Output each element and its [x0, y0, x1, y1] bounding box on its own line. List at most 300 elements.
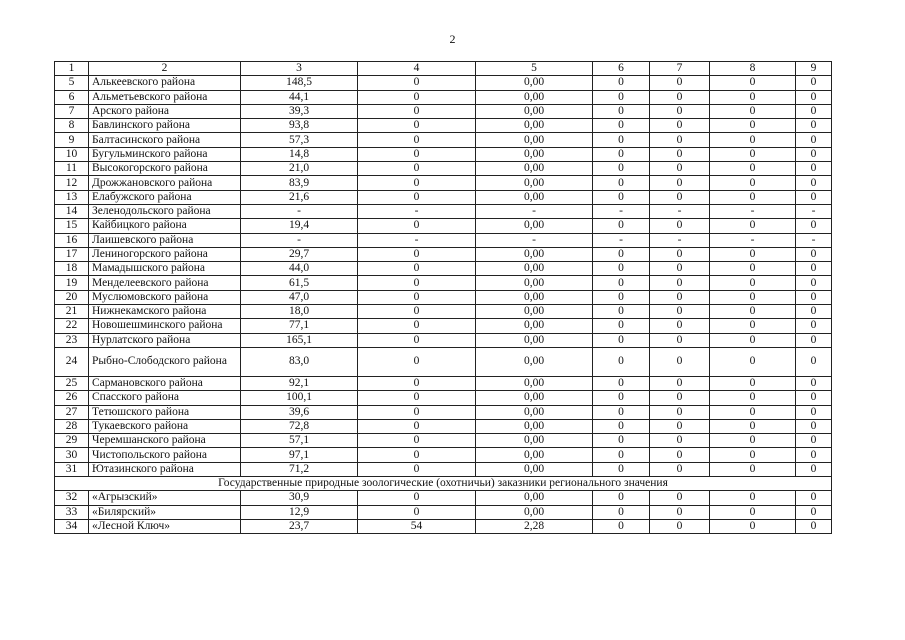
cell-row-number: 20	[55, 290, 89, 304]
cell-row-number: 30	[55, 448, 89, 462]
cell-col-4: 4	[358, 62, 476, 76]
cell-col-9: 0	[796, 147, 832, 161]
cell-col-8: 0	[710, 190, 796, 204]
cell-col-8: 0	[710, 319, 796, 333]
cell-col-6: 0	[593, 347, 650, 376]
cell-col-4: 0	[358, 219, 476, 233]
cell-col-9: -	[796, 233, 832, 247]
cell-row-number: 9	[55, 133, 89, 147]
cell-col-5: 0,00	[476, 262, 593, 276]
cell-col-9: 0	[796, 347, 832, 376]
cell-col-3: 72,8	[241, 419, 358, 433]
table-row	[55, 347, 832, 376]
cell-col-6: 0	[593, 176, 650, 190]
cell-col-3: 30,9	[241, 491, 358, 505]
cell-col-8: 0	[710, 519, 796, 533]
cell-col-7: 0	[650, 290, 710, 304]
table-row	[55, 247, 832, 261]
cell-col-4: -	[358, 233, 476, 247]
cell-col-6: 0	[593, 133, 650, 147]
cell-col-9: 0	[796, 376, 832, 390]
cell-col-9: 0	[796, 405, 832, 419]
cell-col-8: -	[710, 233, 796, 247]
cell-col-4: 0	[358, 147, 476, 161]
cell-col-6: 6	[593, 62, 650, 76]
cell-col-6: 0	[593, 391, 650, 405]
section-title: Государственные природные зоологические (охотничьи) заказники регионального значения	[55, 477, 832, 491]
cell-district-name: Сармановского района	[89, 376, 241, 390]
cell-district-name: Менделеевского района	[89, 276, 241, 290]
section-row	[55, 477, 832, 491]
cell-col-5: 0,00	[476, 333, 593, 347]
cell-district-name: Альметьевского района	[89, 90, 241, 104]
table-row	[55, 333, 832, 347]
cell-col-9: 0	[796, 104, 832, 118]
cell-col-8: 0	[710, 448, 796, 462]
cell-col-7: 0	[650, 347, 710, 376]
cell-col-7: 0	[650, 190, 710, 204]
cell-col-9: 0	[796, 219, 832, 233]
cell-district-name: «Билярский»	[89, 505, 241, 519]
cell-col-8: 0	[710, 376, 796, 390]
cell-row-number: 25	[55, 376, 89, 390]
table-row	[55, 176, 832, 190]
cell-district-name: 2	[89, 62, 241, 76]
cell-district-name: Балтасинского района	[89, 133, 241, 147]
cell-col-5: -	[476, 233, 593, 247]
cell-col-3: 71,2	[241, 462, 358, 476]
cell-col-3: 39,3	[241, 104, 358, 118]
cell-col-6: 0	[593, 162, 650, 176]
cell-district-name: Новошешминского района	[89, 319, 241, 333]
cell-col-3: 18,0	[241, 305, 358, 319]
cell-row-number: 6	[55, 90, 89, 104]
cell-col-6: 0	[593, 376, 650, 390]
cell-col-3: 14,8	[241, 147, 358, 161]
cell-district-name: Ютазинского района	[89, 462, 241, 476]
cell-col-8: 8	[710, 62, 796, 76]
cell-col-7: -	[650, 233, 710, 247]
cell-col-6: -	[593, 204, 650, 218]
cell-col-5: 0,00	[476, 147, 593, 161]
cell-col-9: 0	[796, 319, 832, 333]
cell-col-9: 9	[796, 62, 832, 76]
cell-row-number: 26	[55, 391, 89, 405]
cell-col-8: 0	[710, 176, 796, 190]
cell-col-3: 12,9	[241, 505, 358, 519]
cell-col-4: 0	[358, 162, 476, 176]
cell-col-5: 0,00	[476, 133, 593, 147]
cell-col-5: 0,00	[476, 319, 593, 333]
cell-col-6: 0	[593, 276, 650, 290]
cell-col-4: 0	[358, 448, 476, 462]
cell-col-8: -	[710, 204, 796, 218]
cell-col-4: 0	[358, 405, 476, 419]
cell-col-9: 0	[796, 190, 832, 204]
cell-col-8: 0	[710, 219, 796, 233]
cell-col-3: 165,1	[241, 333, 358, 347]
table-row	[55, 104, 832, 118]
cell-col-7: 0	[650, 505, 710, 519]
cell-col-6: 0	[593, 76, 650, 90]
cell-col-9: 0	[796, 176, 832, 190]
cell-col-5: 0,00	[476, 247, 593, 261]
cell-col-7: 0	[650, 333, 710, 347]
cell-col-9: -	[796, 204, 832, 218]
cell-col-8: 0	[710, 491, 796, 505]
cell-col-7: 0	[650, 376, 710, 390]
cell-col-4: 0	[358, 491, 476, 505]
cell-district-name: «Лесной Ключ»	[89, 519, 241, 533]
cell-col-8: 0	[710, 305, 796, 319]
cell-col-4: 0	[358, 391, 476, 405]
cell-col-4: 0	[358, 76, 476, 90]
cell-col-8: 0	[710, 247, 796, 261]
cell-col-4: 0	[358, 176, 476, 190]
cell-col-3: 83,0	[241, 347, 358, 376]
cell-col-5: 0,00	[476, 462, 593, 476]
cell-col-8: 0	[710, 76, 796, 90]
cell-district-name: Бавлинского района	[89, 119, 241, 133]
cell-district-name: Нурлатского района	[89, 333, 241, 347]
cell-col-8: 0	[710, 333, 796, 347]
cell-col-9: 0	[796, 90, 832, 104]
cell-col-8: 0	[710, 462, 796, 476]
cell-col-4: 0	[358, 462, 476, 476]
cell-col-7: 0	[650, 219, 710, 233]
cell-col-8: 0	[710, 90, 796, 104]
table-row	[55, 505, 832, 519]
cell-col-9: 0	[796, 133, 832, 147]
cell-district-name: «Агрызский»	[89, 491, 241, 505]
cell-col-7: 0	[650, 133, 710, 147]
cell-col-6: 0	[593, 319, 650, 333]
cell-col-5: 0,00	[476, 505, 593, 519]
cell-col-4: 0	[358, 276, 476, 290]
cell-district-name: Бугульминского района	[89, 147, 241, 161]
cell-col-3: 92,1	[241, 376, 358, 390]
cell-col-5: 0,00	[476, 419, 593, 433]
cell-col-4: 0	[358, 104, 476, 118]
table-body	[55, 62, 832, 534]
cell-col-4: 0	[358, 333, 476, 347]
cell-col-9: 0	[796, 448, 832, 462]
cell-row-number: 27	[55, 405, 89, 419]
cell-col-7: 0	[650, 147, 710, 161]
cell-col-3: 47,0	[241, 290, 358, 304]
cell-row-number: 32	[55, 491, 89, 505]
cell-col-5: 0,00	[476, 290, 593, 304]
cell-row-number: 22	[55, 319, 89, 333]
cell-col-4: 0	[358, 190, 476, 204]
cell-col-3: 148,5	[241, 76, 358, 90]
cell-col-3: -	[241, 233, 358, 247]
cell-col-6: 0	[593, 462, 650, 476]
cell-col-4: 0	[358, 305, 476, 319]
cell-col-4: 0	[358, 505, 476, 519]
table-row	[55, 162, 832, 176]
cell-col-3: 83,9	[241, 176, 358, 190]
cell-col-5: 0,00	[476, 90, 593, 104]
cell-col-5: 0,00	[476, 491, 593, 505]
cell-col-5: 0,00	[476, 305, 593, 319]
cell-col-7: 0	[650, 419, 710, 433]
cell-col-8: 0	[710, 162, 796, 176]
cell-col-5: 0,00	[476, 76, 593, 90]
cell-col-4: 0	[358, 319, 476, 333]
table-row	[55, 405, 832, 419]
table-row	[55, 305, 832, 319]
cell-col-5: 0,00	[476, 276, 593, 290]
table-row	[55, 290, 832, 304]
cell-col-5: 2,28	[476, 519, 593, 533]
cell-col-3: 23,7	[241, 519, 358, 533]
cell-col-6: 0	[593, 519, 650, 533]
cell-col-3: -	[241, 204, 358, 218]
cell-district-name: Рыбно-Слободского района	[89, 347, 241, 376]
cell-col-7: 0	[650, 405, 710, 419]
cell-district-name: Черемшанского района	[89, 434, 241, 448]
cell-col-7: 0	[650, 391, 710, 405]
cell-col-5: 0,00	[476, 434, 593, 448]
cell-col-6: 0	[593, 305, 650, 319]
cell-col-6: 0	[593, 434, 650, 448]
cell-col-3: 61,5	[241, 276, 358, 290]
cell-row-number: 34	[55, 519, 89, 533]
cell-district-name: Алькеевского района	[89, 76, 241, 90]
cell-col-7: 0	[650, 305, 710, 319]
cell-row-number: 21	[55, 305, 89, 319]
cell-row-number: 23	[55, 333, 89, 347]
cell-col-4: 0	[358, 262, 476, 276]
cell-col-3: 21,0	[241, 162, 358, 176]
cell-col-7: 0	[650, 262, 710, 276]
cell-col-9: 0	[796, 391, 832, 405]
cell-col-5: 0,00	[476, 219, 593, 233]
cell-col-6: 0	[593, 247, 650, 261]
cell-col-3: 39,6	[241, 405, 358, 419]
cell-col-6: 0	[593, 147, 650, 161]
cell-district-name: Чистопольского района	[89, 448, 241, 462]
cell-col-7: 0	[650, 104, 710, 118]
cell-col-4: -	[358, 204, 476, 218]
cell-district-name: Тетюшского района	[89, 405, 241, 419]
table-row	[55, 190, 832, 204]
cell-district-name: Высокогорского района	[89, 162, 241, 176]
cell-row-number: 12	[55, 176, 89, 190]
cell-col-3: 29,7	[241, 247, 358, 261]
cell-col-6: 0	[593, 262, 650, 276]
cell-col-4: 0	[358, 90, 476, 104]
cell-district-name: Зеленодольского района	[89, 204, 241, 218]
table-row	[55, 119, 832, 133]
cell-district-name: Дрожжановского района	[89, 176, 241, 190]
cell-col-7: 0	[650, 491, 710, 505]
cell-col-5: 0,00	[476, 405, 593, 419]
cell-col-7: 0	[650, 519, 710, 533]
table-row	[55, 233, 832, 247]
cell-col-3: 21,6	[241, 190, 358, 204]
cell-district-name: Спасского района	[89, 391, 241, 405]
cell-col-6: 0	[593, 448, 650, 462]
cell-district-name: Арского района	[89, 104, 241, 118]
cell-col-9: 0	[796, 462, 832, 476]
cell-col-9: 0	[796, 276, 832, 290]
cell-col-6: -	[593, 233, 650, 247]
page-number: 2	[449, 32, 456, 46]
cell-col-8: 0	[710, 147, 796, 161]
cell-col-6: 0	[593, 219, 650, 233]
cell-col-6: 0	[593, 90, 650, 104]
cell-row-number: 17	[55, 247, 89, 261]
cell-col-7: 0	[650, 462, 710, 476]
data-table	[54, 61, 832, 534]
cell-col-5: 5	[476, 62, 593, 76]
cell-row-number: 10	[55, 147, 89, 161]
cell-col-9: 0	[796, 262, 832, 276]
cell-row-number: 24	[55, 347, 89, 376]
cell-col-6: 0	[593, 505, 650, 519]
cell-col-8: 0	[710, 419, 796, 433]
cell-row-number: 29	[55, 434, 89, 448]
cell-col-9: 0	[796, 162, 832, 176]
table-row	[55, 219, 832, 233]
table-row	[55, 147, 832, 161]
cell-col-4: 54	[358, 519, 476, 533]
cell-col-9: 0	[796, 434, 832, 448]
cell-row-number: 15	[55, 219, 89, 233]
cell-col-8: 0	[710, 347, 796, 376]
cell-col-9: 0	[796, 305, 832, 319]
cell-col-6: 0	[593, 333, 650, 347]
cell-col-3: 44,1	[241, 90, 358, 104]
cell-col-9: 0	[796, 419, 832, 433]
cell-col-4: 0	[358, 133, 476, 147]
cell-col-6: 0	[593, 119, 650, 133]
cell-row-number: 8	[55, 119, 89, 133]
cell-row-number: 5	[55, 76, 89, 90]
table-row	[55, 276, 832, 290]
cell-col-9: 0	[796, 247, 832, 261]
cell-col-4: 0	[358, 247, 476, 261]
cell-col-5: 0,00	[476, 391, 593, 405]
cell-col-9: 0	[796, 491, 832, 505]
table-row	[55, 262, 832, 276]
cell-col-8: 0	[710, 505, 796, 519]
cell-col-7: 7	[650, 62, 710, 76]
cell-col-7: 0	[650, 247, 710, 261]
cell-district-name: Муслюмовского района	[89, 290, 241, 304]
table-row	[55, 204, 832, 218]
cell-district-name: Тукаевского района	[89, 419, 241, 433]
cell-col-7: 0	[650, 319, 710, 333]
cell-col-6: 0	[593, 190, 650, 204]
cell-col-6: 0	[593, 419, 650, 433]
cell-row-number: 19	[55, 276, 89, 290]
cell-col-6: 0	[593, 405, 650, 419]
cell-col-4: 0	[358, 434, 476, 448]
cell-col-9: 0	[796, 519, 832, 533]
cell-col-7: 0	[650, 434, 710, 448]
cell-col-4: 0	[358, 290, 476, 304]
cell-col-5: 0,00	[476, 162, 593, 176]
table-row	[55, 391, 832, 405]
header-row	[55, 62, 832, 76]
cell-col-3: 57,1	[241, 434, 358, 448]
cell-row-number: 13	[55, 190, 89, 204]
table-row	[55, 462, 832, 476]
cell-row-number: 16	[55, 233, 89, 247]
cell-col-4: 0	[358, 119, 476, 133]
cell-col-5: 0,00	[476, 104, 593, 118]
cell-col-5: -	[476, 204, 593, 218]
cell-row-number: 14	[55, 204, 89, 218]
cell-district-name: Лаишевского района	[89, 233, 241, 247]
cell-col-7: 0	[650, 276, 710, 290]
cell-col-3: 3	[241, 62, 358, 76]
cell-col-5: 0,00	[476, 176, 593, 190]
cell-col-3: 100,1	[241, 391, 358, 405]
cell-col-7: -	[650, 204, 710, 218]
cell-district-name: Нижнекамского района	[89, 305, 241, 319]
cell-row-number: 18	[55, 262, 89, 276]
table-row	[55, 376, 832, 390]
cell-col-5: 0,00	[476, 376, 593, 390]
cell-col-4: 0	[358, 347, 476, 376]
cell-col-5: 0,00	[476, 448, 593, 462]
table-row	[55, 76, 832, 90]
cell-col-7: 0	[650, 162, 710, 176]
cell-col-5: 0,00	[476, 119, 593, 133]
cell-col-8: 0	[710, 133, 796, 147]
cell-col-5: 0,00	[476, 347, 593, 376]
cell-col-4: 0	[358, 419, 476, 433]
cell-col-8: 0	[710, 262, 796, 276]
cell-col-7: 0	[650, 90, 710, 104]
cell-row-number: 33	[55, 505, 89, 519]
cell-col-8: 0	[710, 290, 796, 304]
cell-col-3: 77,1	[241, 319, 358, 333]
cell-col-8: 0	[710, 119, 796, 133]
cell-col-3: 97,1	[241, 448, 358, 462]
cell-col-3: 57,3	[241, 133, 358, 147]
table-row	[55, 419, 832, 433]
cell-col-9: 0	[796, 119, 832, 133]
table-row	[55, 491, 832, 505]
cell-district-name: Елабужского района	[89, 190, 241, 204]
cell-district-name: Кайбицкого района	[89, 219, 241, 233]
cell-col-5: 0,00	[476, 190, 593, 204]
cell-col-8: 0	[710, 276, 796, 290]
cell-district-name: Лениногорского района	[89, 247, 241, 261]
cell-row-number: 28	[55, 419, 89, 433]
cell-col-9: 0	[796, 76, 832, 90]
cell-col-4: 0	[358, 376, 476, 390]
table-row	[55, 434, 832, 448]
cell-col-9: 0	[796, 333, 832, 347]
cell-col-9: 0	[796, 505, 832, 519]
table-row	[55, 133, 832, 147]
table-row	[55, 90, 832, 104]
table-row	[55, 319, 832, 333]
cell-col-8: 0	[710, 391, 796, 405]
cell-col-3: 44,0	[241, 262, 358, 276]
cell-col-6: 0	[593, 104, 650, 118]
cell-col-8: 0	[710, 104, 796, 118]
cell-col-8: 0	[710, 405, 796, 419]
table-row	[55, 448, 832, 462]
cell-row-number: 1	[55, 62, 89, 76]
